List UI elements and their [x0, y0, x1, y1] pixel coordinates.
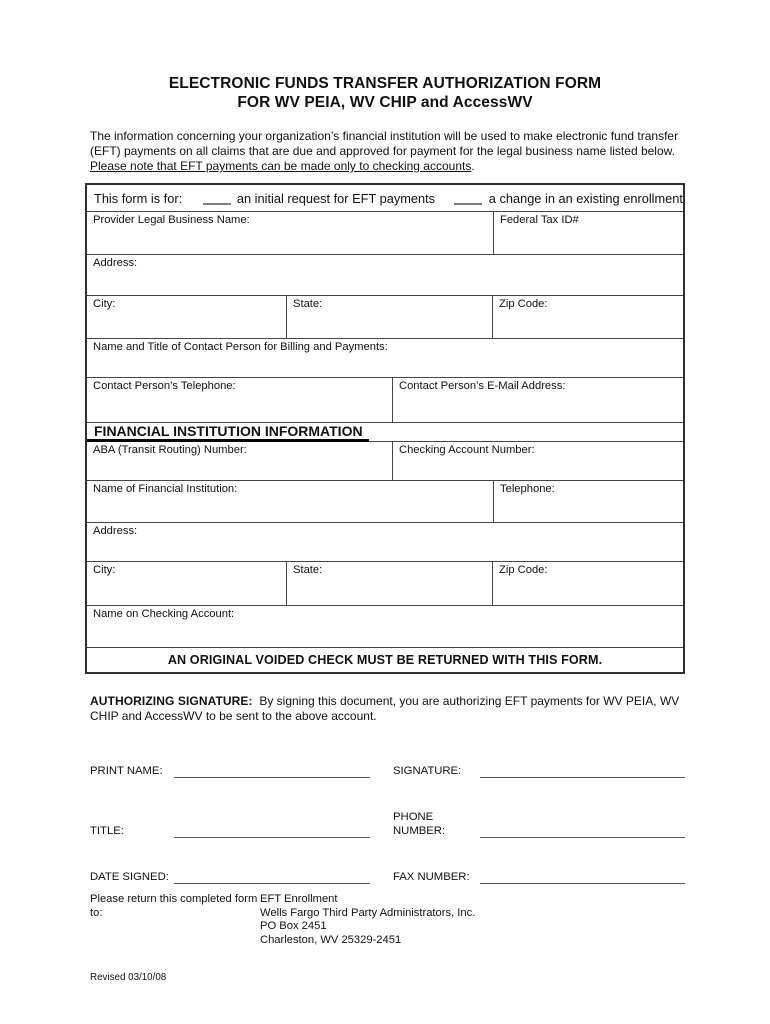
institution-address-label: Address:	[93, 525, 138, 537]
contact-person-field[interactable]	[87, 339, 683, 377]
form-type-prefix: This form is for:	[94, 190, 183, 206]
form-title-line2: FOR WV PEIA, WV CHIP and AccessWV	[237, 94, 533, 111]
provider-city-field[interactable]	[87, 296, 286, 338]
voided-check-notice: AN ORIGINAL VOIDED CHECK MUST BE RETURNED WITH THIS FORM.	[167, 653, 603, 667]
form-type-option-initial: an initial request for EFT payments	[236, 190, 436, 206]
title-label: TITLE:	[90, 825, 124, 837]
checking-account-field[interactable]	[392, 442, 683, 480]
provider-state-field[interactable]	[286, 296, 492, 338]
return-address-line-1: EFT Enrollment	[260, 893, 338, 905]
fax-number-line[interactable]	[480, 870, 685, 884]
form-type-option-change: a change in an existing enrollment	[488, 190, 683, 206]
print-name-line[interactable]	[174, 764, 370, 778]
institution-city-state-zip-row	[87, 561, 683, 605]
intro-period: .	[471, 159, 475, 173]
institution-city-label: City:	[93, 564, 116, 576]
institution-row	[87, 480, 683, 522]
form-title	[85, 74, 685, 112]
financial-section-header	[87, 422, 683, 441]
return-address-block	[85, 893, 685, 947]
provider-zip-field[interactable]	[492, 296, 683, 338]
date-signed-line[interactable]	[174, 870, 370, 884]
contact-email-label: Contact Person’s E-Mail Address:	[399, 380, 566, 392]
return-address-lines	[260, 893, 475, 947]
institution-address-row	[87, 522, 683, 561]
return-address-line-3: PO Box 2451	[260, 920, 327, 932]
form-content	[85, 0, 685, 983]
institution-address-field[interactable]	[87, 523, 683, 561]
phone-number-label: PHONE NUMBER:	[393, 811, 446, 837]
contact-phone-label: Contact Person’s Telephone:	[93, 380, 236, 392]
institution-phone-field[interactable]	[493, 481, 683, 522]
provider-address-label: Address:	[93, 257, 138, 269]
provider-city-state-zip-row	[87, 295, 683, 338]
institution-name-label: Name of Financial Institution:	[93, 483, 238, 495]
provider-address-row	[87, 254, 683, 295]
provider-row	[87, 211, 683, 254]
return-address-line-2: Wells Fargo Third Party Administrators, Inc.	[260, 906, 476, 919]
institution-city-field[interactable]	[87, 562, 286, 605]
provider-state-label: State:	[293, 298, 323, 310]
aba-checking-row	[87, 441, 683, 480]
signature-line[interactable]	[480, 764, 685, 778]
contact-phone-email-row	[87, 377, 683, 422]
authorizing-signature-paragraph	[85, 694, 685, 724]
contact-person-label: Name and Title of Contact Person for Billing and Payments:	[93, 341, 388, 353]
intro-paragraph	[85, 129, 685, 174]
intro-underlined-note: Please note that EFT payments can be made only to checking accounts	[90, 159, 472, 173]
signature-label: SIGNATURE:	[393, 765, 462, 777]
initial-request-blank[interactable]	[203, 192, 231, 205]
revision-note: Revised 03/10/08	[90, 972, 167, 983]
change-enrollment-blank[interactable]	[454, 192, 482, 205]
institution-state-label: State:	[293, 564, 323, 576]
fax-number-label: FAX NUMBER:	[393, 871, 470, 883]
authorizing-signature-heading: AUTHORIZING SIGNATURE:	[90, 694, 253, 708]
title-line[interactable]	[174, 824, 370, 838]
name-on-account-field[interactable]	[87, 606, 683, 647]
date-signed-label: DATE SIGNED:	[90, 871, 169, 883]
name-on-account-row	[87, 605, 683, 647]
authorizing-signature-body: By signing this document, you are authorizing EFT payments for WV PEIA, WV CHIP and AccessWV to be sent to the above account.	[90, 694, 680, 723]
provider-name-label: Provider Legal Business Name:	[93, 214, 250, 226]
contact-person-row	[87, 338, 683, 377]
return-address-line-4: Charleston, WV 25329-2451	[260, 933, 402, 946]
print-name-label: PRINT NAME:	[90, 765, 163, 777]
aba-number-field[interactable]	[87, 442, 392, 480]
aba-number-label: ABA (Transit Routing) Number:	[93, 444, 247, 456]
name-on-account-label: Name on Checking Account:	[93, 608, 235, 620]
institution-zip-label: Zip Code:	[499, 564, 548, 576]
federal-tax-id-field[interactable]	[493, 212, 683, 254]
contact-phone-field[interactable]	[87, 378, 392, 422]
contact-email-field[interactable]	[392, 378, 683, 422]
print-name-signature-row	[85, 764, 685, 778]
institution-name-field[interactable]	[87, 481, 493, 522]
institution-zip-field[interactable]	[492, 562, 683, 605]
title-phone-row	[85, 810, 685, 838]
return-instruction-label: Please return this completed form to:	[90, 893, 258, 919]
date-fax-row	[85, 870, 685, 884]
financial-section-heading: FINANCIAL INSTITUTION INFORMATION	[87, 423, 369, 442]
voided-check-notice-row	[87, 647, 683, 672]
provider-city-label: City:	[93, 298, 116, 310]
eft-form-table	[85, 183, 685, 674]
federal-tax-id-label: Federal Tax ID#	[500, 214, 579, 226]
institution-state-field[interactable]	[286, 562, 492, 605]
provider-address-field[interactable]	[87, 255, 683, 295]
form-title-line1: ELECTRONIC FUNDS TRANSFER AUTHORIZATION FORM	[168, 75, 602, 92]
phone-number-line[interactable]	[480, 824, 685, 838]
provider-zip-label: Zip Code:	[499, 298, 548, 310]
intro-text: The information concerning your organization’s financial institution will be used to make electronic fund transfer (EFT) payments on all claims that are due and approved for payment for the legal business name listed below.	[90, 129, 679, 158]
form-type-row	[87, 185, 683, 211]
provider-name-field[interactable]	[87, 212, 493, 254]
institution-phone-label: Telephone:	[500, 483, 555, 495]
checking-account-label: Checking Account Number:	[399, 444, 535, 456]
